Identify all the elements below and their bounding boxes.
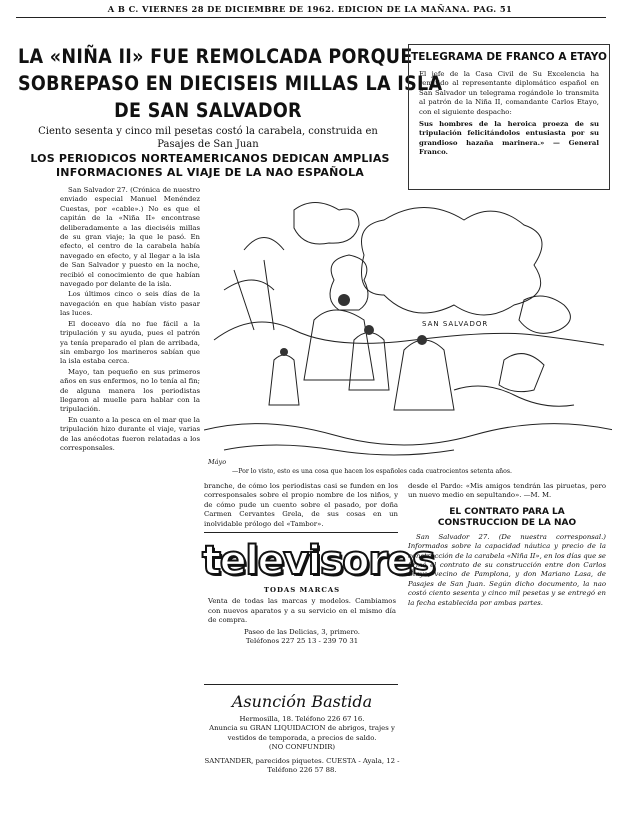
ad-divider [204, 532, 398, 533]
body-paragraph-1: San Salvador 27. (Crónica de nuestro enviado especial Manuel Menéndez Cuestas, por «cable».) No es que el capitán de la «Niña II» encontrase deliberadamente a las dieciséis millas de su gran viaje; la que le pasó. En efecto, el centro de la carabela había navegado en efecto, y al llegar a la isla de San Salvador y puesto en la noche, recibió el conocimiento de que habían navegado por delante de la isla. [60, 186, 200, 289]
headline-line-3: DE SAN SALVADOR [114, 99, 302, 122]
televisores-address: Paseo de las Delicias, 3, primero. [244, 627, 360, 636]
telegram-body: El jefe de la Casa Civil de Su Excelencia ha remitido al representante diplomático español en San Salvador un telegrama rogándole lo transmita al patrón de la Niña II, comandante Carlos Etayo, con el siguiente despacho: [419, 70, 599, 116]
contract-text: San Salvador 27. (De nuestra corresponsal.) Informados sobre la capacidad náutica y precio de la construcción de la carabela «Niña II», en los días que se firmó el contrato de su construcción entre don Carlos Etayo, vecino de Pamplona, y don Mariano Lasa, de Pasajes de San Juan. Según dicho documento, la nao costó ciento sesenta y cinco mil pesetas y se entregó en la fecha establecida por ambas partes. [408, 532, 606, 607]
santander-text: SANTANDER, parecidos piquetes. CUESTA - Ayala, 12 - Teléfono 226 57 88. [204, 756, 400, 775]
telegram-box [408, 44, 610, 190]
headline [18, 43, 443, 124]
asuncion-logo-name: Asunción Bastida [231, 692, 373, 711]
televisores-lead: TODAS MARCAS [263, 586, 341, 594]
televisores-ad [202, 538, 435, 646]
cartoon-signature: Máyo [208, 458, 227, 466]
right-column [408, 482, 606, 608]
page-header: A B C. VIERNES 28 DE DICIEMBRE DE 1962. EDICION DE LA MAÑANA. PAG. 51 [107, 4, 513, 14]
body-paragraph-5: En cuanto a la pesca en el mar que la tripulación hizo durante el viaje, varias de las anécdotas fueron relatadas a los corresponsales. [60, 415, 200, 452]
body-left-column [60, 186, 200, 826]
ad-divider-2 [204, 684, 398, 685]
body-paragraph-2: Los últimos cinco o seis días de la navegación en que habían visto pasar las luces. [60, 290, 200, 318]
headline-line-2: SOBREPASO EN DIECISEIS MILLAS LA ISLA [18, 72, 443, 95]
televisores-text: Venta de todas las marcas y modelos. Cambiamos con nuevos aparatos y a su servicio en el mismo día de compra. [208, 597, 396, 625]
subheadline: LOS PERIODICOS NORTEAMERICANOS DEDICAN AMPLIAS INFORMACIONES AL VIAJE DE LA NAO ESPAÑOLA [30, 152, 390, 179]
cartoon-drawing [204, 190, 612, 478]
asuncion-ad [202, 688, 402, 775]
cartoon-caption: —Por lo visto, esto es una cosa que hacen los españoles cada cuatrocientos setenta años. [232, 468, 513, 475]
headline-line-1: LA «NIÑA II» FUE REMOLCADA PORQUE [18, 45, 413, 68]
televisores-phones: Teléfonos 227 25 13 - 239 70 31 [245, 637, 359, 646]
televisores-title: televisores [202, 538, 435, 584]
header-rule [16, 17, 606, 18]
body-paragraph-4: Mayo, tan pequeño en sus primeros años en sus enfermos, no lo tenía al fin; de alguna manera los periodistas llegaron al muelle para hablar con la tripulación. [60, 367, 200, 414]
contract-heading: EL CONTRATO PARA LA CONSTRUCCION DE LA NAO [437, 506, 577, 528]
cartoon-illustration [204, 190, 612, 478]
middle-column-text: branche, de cómo los periodistas casi se funden en los corresponsales sobre el propio nombre de los niños, y de cómo pude un cuento sobre el pasado, por doña Carmen Cervantes Grela, de sus cosas en un inolvidable prólogo del «Tambor». [204, 482, 398, 528]
asuncion-text: Anuncia su GRAN LIQUIDACION de abrigos, trajes y vestidos de temporada, a precios de saldo. [209, 724, 395, 742]
asuncion-note: (NO CONFUNDIR) [268, 743, 336, 752]
right-intro: desde el Pardo: «Mis amigos tendrán las piruetas, pero un nuevo medio en sepultando». —M. M. [408, 482, 606, 500]
headline-deck: Ciento sesenta y cinco mil pesetas costó la carabela, construida en Pasajes de San Juan [38, 126, 378, 150]
telegram-quote: Sus hombres de la heroica proeza de su tripulación felicitándolos entusiasta por su grandioso hazaña marinera.» — General Franco. [419, 120, 599, 157]
telegram-title: TELEGRAMA DE FRANCO A ETAYO [411, 51, 607, 63]
island-label: SAN SALVADOR [422, 320, 489, 328]
body-paragraph-3: El doceavo día no fue fácil a la tripulación y su ayuda, pues el patrón ya tenía preparado el plan de arribada, sin embargo los marineros sabían que la isla estaba cerca. [60, 319, 200, 366]
asuncion-address: Hermosilla, 18. Teléfono 226 67 16. [239, 715, 365, 723]
